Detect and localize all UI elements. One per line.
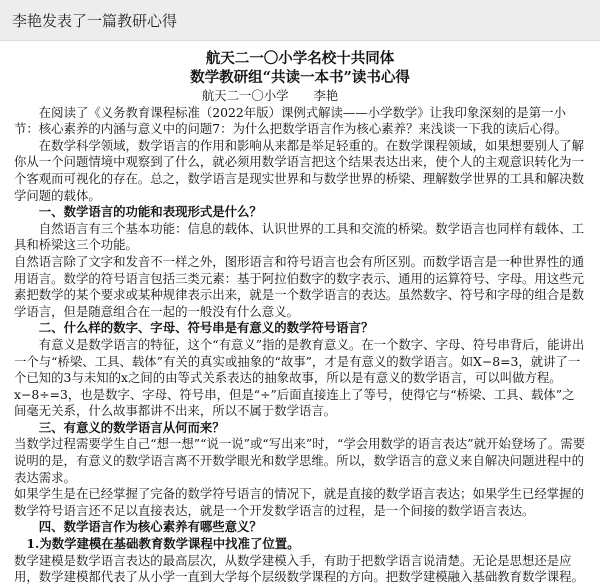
subsection-heading: 1.为数学建模在基础教育数学课程中找准了位置。 bbox=[26, 536, 300, 552]
paragraph: 当数学过程需要学生自己“想一想”“说一说”或“写出来”时，“学会用数学的语言表达”就开始登场了。需要说明的是，有意义的数学语言离不开数学眼光和数学思维。所以，数学语言的意义来自解决问题进程中的表达需求。 bbox=[14, 436, 586, 485]
document-title-line1: 航天二一〇小学名校十共同体 bbox=[205, 50, 395, 67]
document-byline: 航天二一〇小学 李艳 bbox=[201, 88, 339, 103]
section-heading: 三、有意义的数学语言从何而来？ bbox=[38, 419, 225, 435]
paragraph: 自然语言除了文字和发音不一样之外，图形语言和符号语言也会有所区别。而数学语言是一种世界性的通用语言。数学的符号语言包括三类元素：基于阿拉伯数字的数字表示、通用的运算符号、字母。用这些元素把数学的某个要求或某种规律表示出来，就是一个数学语言的表达。虽然数字、符号和字母的组合是数学语言，但是随意组合在一起的一般没有什么意义。 bbox=[14, 253, 584, 319]
document-title-line2: 数学教研组“共读一本书”读书心得 bbox=[190, 69, 410, 86]
paragraph: 有意义是数学语言的特征，这个“有意义”指的是教育意义。在一个数字、字母、符号串背后，能讲出一个与“桥梁、工具、载体”有关的真实或抽象的“故事”，才是有意义的数学语言。如X−8=3，就讲了一个已知的3与未知的x之间的由等式关系表达的抽象故事，所以是有意义的数学语言，可以叫做方程。x−8÷=3，也是数字、字母、符号串，但是“÷”后面直接连上了等号，使得它与“桥梁、工具、载体”之间毫无关系，什么故事都讲不出来，所以不属于数学语言。 bbox=[14, 336, 585, 419]
post-title: 李艳发表了一篇教研心得 bbox=[12, 11, 178, 30]
section-heading: 二、什么样的数字、字母、符号串是有意义的数学符号语言？ bbox=[38, 320, 374, 336]
paragraph: 在数学科学领域，数学语言的作用和影响从来都是举足轻重的。在数学课程领域，如果想要别人了解你从一个问题情境中观察到了什么，就必须用数学语言把这个结果表达出来，使个人的主观意识转化为一个客观而可视化的存在。总之，数学语言是现实世界和与数学世界的桥梁、理解数学世界的工具和解决数学问题的载体。 bbox=[14, 137, 584, 203]
section-heading: 一、数学语言的功能和表现形式是什么？ bbox=[38, 204, 262, 220]
paragraph: 自然语言有三个基本功能：信息的载体、认识世界的工具和交流的桥梁。数学语言也同样有载体、工具和桥梁这三个功能。 bbox=[14, 220, 584, 253]
document-body bbox=[0, 41, 600, 586]
paragraph: 在阅读了《义务教育课程标准（2022年版）课例式解读——小学数学》让我印象深刻的是第一小节：核心素养的内涵与意义中的问题7：为什么把数学语言作为核心素养？来浅谈一下我的读后心得。 bbox=[14, 104, 568, 137]
post-header-bar bbox=[0, 0, 600, 41]
paragraph: 数学建模是数学语言表达的最高层次，从数学建模入手，有助于把数学语言说清楚。无论是思想还是应用，数学建模都代表了从小学一直到大学每个层级数学课程的方向。把数学建模融入基础教育数学课程。 bbox=[14, 552, 584, 585]
paragraph: 如果学生是在已经掌握了完备的数学符号语言的情况下，就是直接的数学语言表达；如果学生已经掌握的数学符号语言还不足以直接表达，就是一个开发数学语言的过程，是一个间接的数学语言表达。 bbox=[14, 486, 584, 518]
section-heading: 四、数学语言作为核心素养有哪些意义？ bbox=[38, 519, 262, 535]
